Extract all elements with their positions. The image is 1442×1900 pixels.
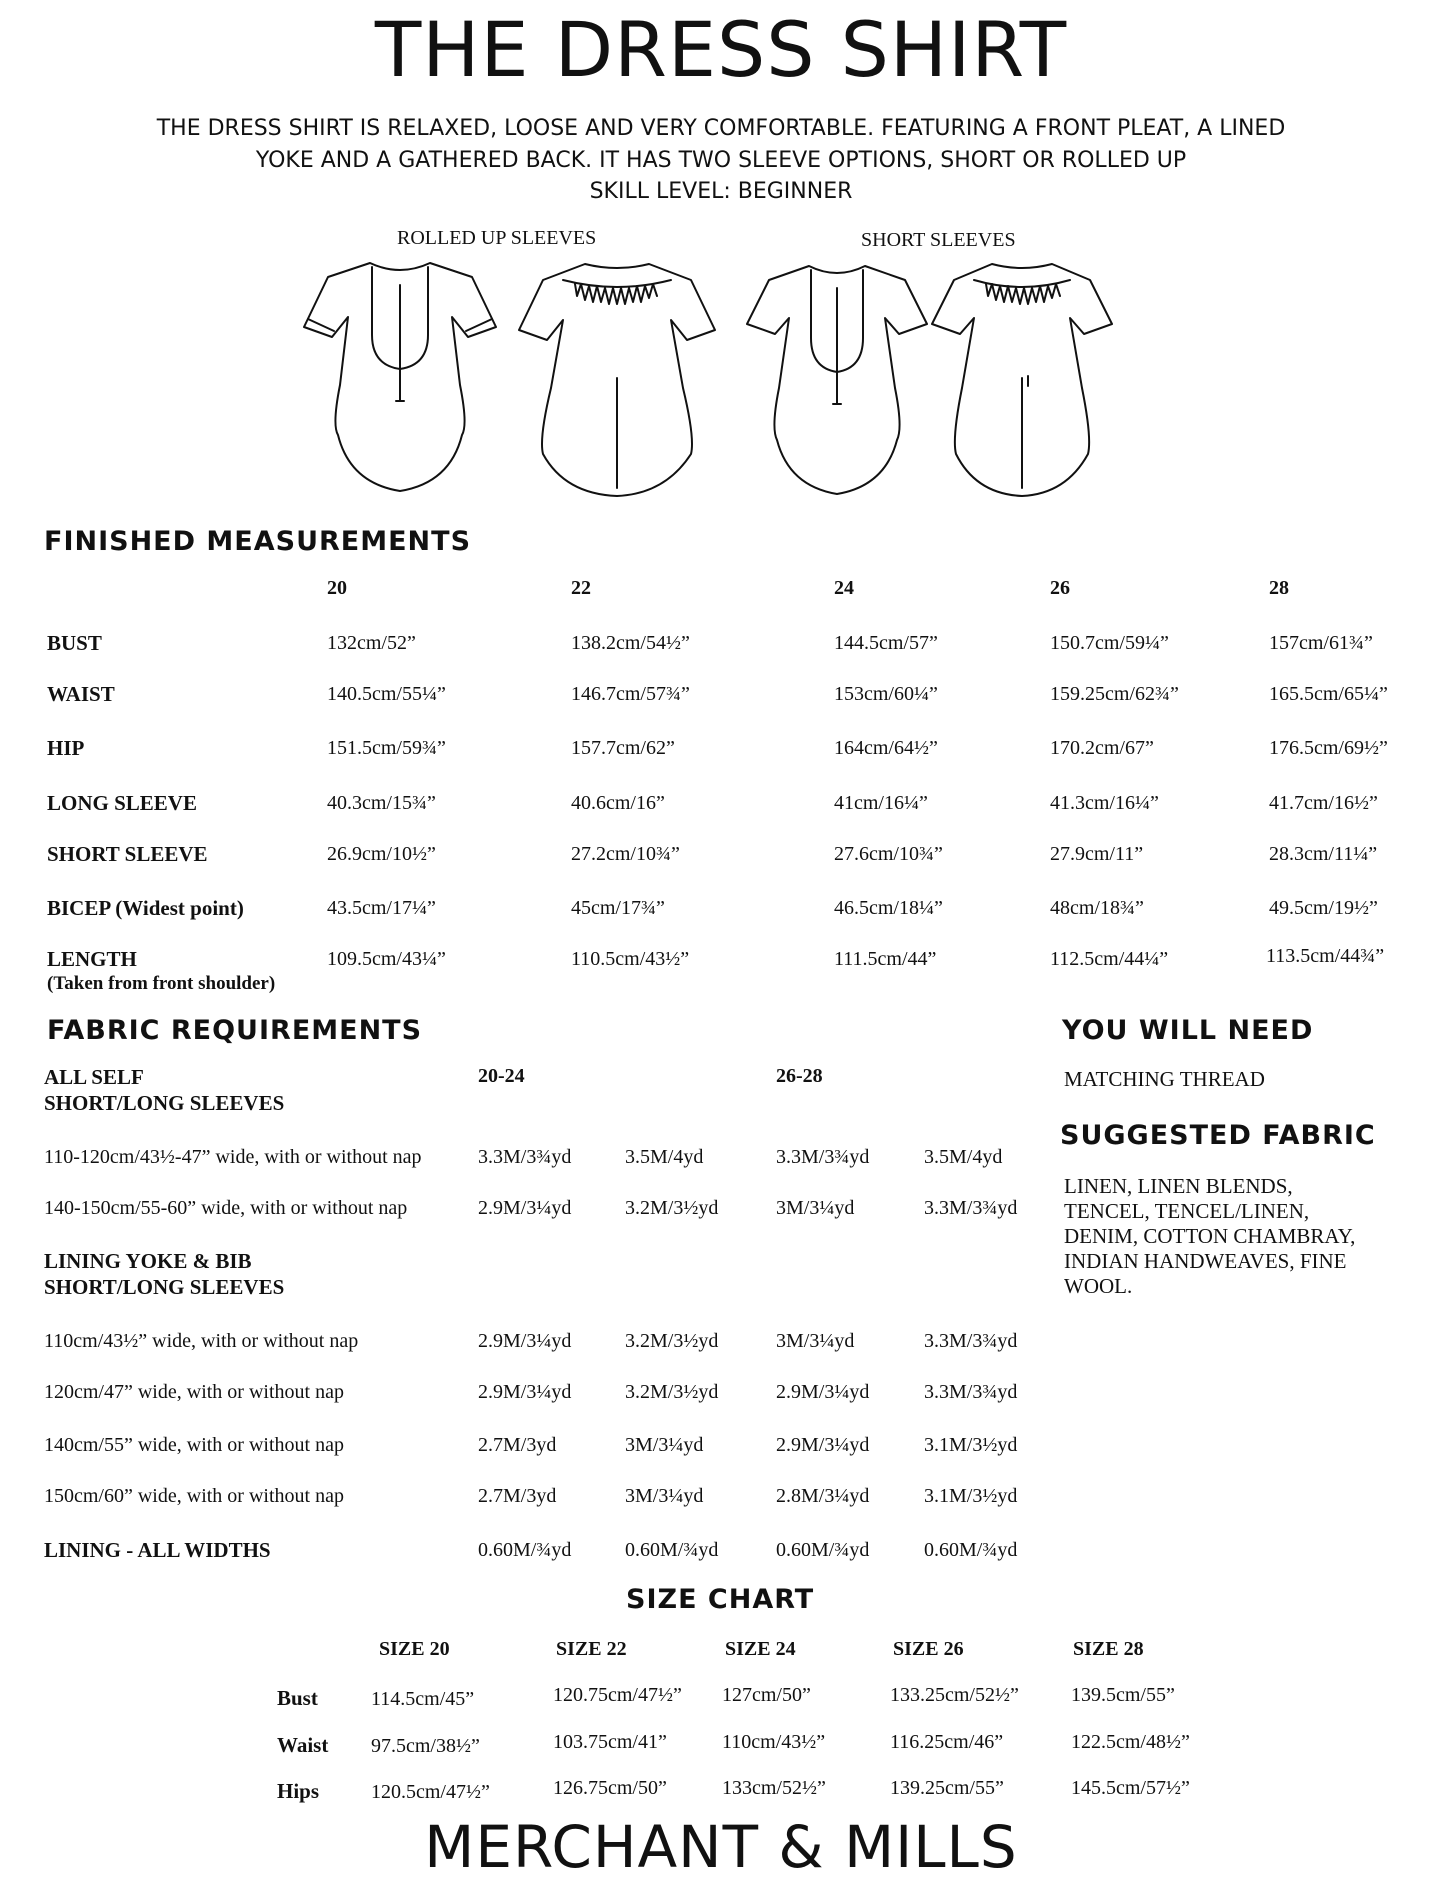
rolled-sleeve-front-illustration: [300, 255, 500, 495]
length-24: 111.5cm/44”: [834, 948, 937, 970]
finished-size-28: 28: [1269, 577, 1289, 599]
all-self-label: ALL SELF: [44, 1065, 144, 1089]
bust-26: 150.7cm/59¼”: [1050, 632, 1169, 654]
lining-row-4-v2: 3M/3¼yd: [625, 1485, 704, 1507]
long-sleeve-26: 41.3cm/16¼”: [1050, 792, 1159, 814]
long-sleeve-20: 40.3cm/15¾”: [327, 792, 436, 814]
row-label-length: LENGTH: [47, 947, 137, 971]
hip-22: 157.7cm/62”: [571, 737, 675, 759]
chart-waist-20: 97.5cm/38½”: [371, 1735, 480, 1757]
all-self-sleeves-label: SHORT/LONG SLEEVES: [44, 1091, 285, 1115]
long-sleeve-28: 41.7cm/16½”: [1269, 792, 1378, 814]
short-sleeve-back-illustration: [930, 258, 1115, 498]
self-row-1-v2: 3.5M/4yd: [625, 1146, 704, 1168]
lining-row-1-v2: 3.2M/3½yd: [625, 1330, 719, 1352]
self-row-2-v1: 2.9M/3¼yd: [478, 1197, 572, 1219]
rolled-sleeve-back-illustration: [515, 258, 720, 498]
fabric-requirements-heading: FABRIC REQUIREMENTS: [47, 1015, 423, 1046]
lining-row-4-v3: 2.8M/3¼yd: [776, 1485, 870, 1507]
row-label-short-sleeve: SHORT SLEEVE: [47, 842, 208, 866]
short-sleeve-front-illustration: [745, 258, 930, 498]
bicep-20: 43.5cm/17¼”: [327, 897, 436, 919]
finished-measurements-heading: FINISHED MEASUREMENTS: [44, 526, 472, 557]
size-chart-col-24: SIZE 24: [725, 1638, 796, 1660]
lining-row-3-label: 140cm/55” wide, with or without nap: [44, 1434, 344, 1456]
size-chart-col-22: SIZE 22: [556, 1638, 627, 1660]
fabric-line-4: INDIAN HANDWEAVES, FINE: [1064, 1249, 1347, 1273]
finished-size-22: 22: [571, 577, 591, 599]
long-sleeve-24: 41cm/16¼”: [834, 792, 928, 814]
long-sleeve-22: 40.6cm/16”: [571, 792, 665, 814]
chart-bust-26: 133.25cm/52½”: [890, 1684, 1019, 1706]
caption-short-sleeves: SHORT SLEEVES: [861, 229, 1016, 251]
bicep-26: 48cm/18¾”: [1050, 897, 1144, 919]
waist-26: 159.25cm/62¾”: [1050, 683, 1179, 705]
self-row-1-v4: 3.5M/4yd: [924, 1146, 1003, 1168]
fabric-col-26-28: 26-28: [776, 1065, 823, 1087]
size-chart-label-bust: Bust: [277, 1686, 318, 1710]
skill-level: SKILL LEVEL: BEGINNER: [589, 179, 853, 204]
row-label-hip: HIP: [47, 736, 85, 760]
lining-yoke-label: LINING YOKE & BIB: [44, 1249, 252, 1273]
short-sleeve-26: 27.9cm/11”: [1050, 843, 1144, 865]
suggested-fabric-list: [1064, 1174, 1404, 1299]
you-will-need-heading: YOU WILL NEED: [1062, 1015, 1314, 1046]
bicep-28: 49.5cm/19½”: [1269, 897, 1378, 919]
self-row-2-v3: 3M/3¼yd: [776, 1197, 855, 1219]
lining-row-2-v2: 3.2M/3½yd: [625, 1381, 719, 1403]
size-chart-col-20: SIZE 20: [379, 1638, 450, 1660]
waist-28: 165.5cm/65¼”: [1269, 683, 1388, 705]
waist-22: 146.7cm/57¾”: [571, 683, 690, 705]
lining-all-v2: 0.60M/¾yd: [625, 1539, 719, 1561]
hip-26: 170.2cm/67”: [1050, 737, 1154, 759]
chart-waist-24: 110cm/43½”: [722, 1731, 826, 1753]
lining-row-1-label: 110cm/43½” wide, with or without nap: [44, 1330, 359, 1352]
chart-hips-26: 139.25cm/55”: [890, 1777, 1004, 1799]
chart-hips-24: 133cm/52½”: [722, 1777, 826, 1799]
bust-20: 132cm/52”: [327, 632, 416, 654]
lining-yoke-sleeves-label: SHORT/LONG SLEEVES: [44, 1275, 285, 1299]
lining-row-3-v1: 2.7M/3yd: [478, 1434, 557, 1456]
short-sleeve-28: 28.3cm/11¼”: [1269, 843, 1378, 865]
bust-28: 157cm/61¾”: [1269, 632, 1373, 654]
self-row-2-label: 140-150cm/55-60” wide, with or without nap: [44, 1197, 408, 1219]
lining-row-4-label: 150cm/60” wide, with or without nap: [44, 1485, 344, 1507]
self-row-2-v2: 3.2M/3½yd: [625, 1197, 719, 1219]
lining-all-widths-label: LINING - ALL WIDTHS: [44, 1538, 271, 1562]
lining-row-1-v4: 3.3M/3¾yd: [924, 1330, 1018, 1352]
page-title: THE DRESS SHIRT: [374, 5, 1068, 94]
length-22: 110.5cm/43½”: [571, 948, 690, 970]
caption-rolled-up-sleeves: ROLLED UP SLEEVES: [397, 227, 597, 249]
chart-bust-28: 139.5cm/55”: [1071, 1684, 1175, 1706]
hip-24: 164cm/64½”: [834, 737, 938, 759]
short-sleeve-20: 26.9cm/10½”: [327, 843, 436, 865]
fabric-line-5: WOOL.: [1064, 1274, 1133, 1298]
lining-row-3-v3: 2.9M/3¼yd: [776, 1434, 870, 1456]
lining-row-2-v4: 3.3M/3¾yd: [924, 1381, 1018, 1403]
chart-waist-28: 122.5cm/48½”: [1071, 1731, 1190, 1753]
chart-hips-28: 145.5cm/57½”: [1071, 1777, 1190, 1799]
lining-row-2-v1: 2.9M/3¼yd: [478, 1381, 572, 1403]
chart-waist-22: 103.75cm/41”: [553, 1731, 667, 1753]
self-row-1-v3: 3.3M/3¾yd: [776, 1146, 870, 1168]
chart-hips-20: 120.5cm/47½”: [371, 1781, 490, 1803]
bust-22: 138.2cm/54½”: [571, 632, 690, 654]
size-chart-col-26: SIZE 26: [893, 1638, 964, 1660]
hip-28: 176.5cm/69½”: [1269, 737, 1388, 759]
suggested-fabric-heading: SUGGESTED FABRIC: [1060, 1120, 1376, 1151]
short-sleeve-24: 27.6cm/10¾”: [834, 843, 943, 865]
lining-row-1-v1: 2.9M/3¼yd: [478, 1330, 572, 1352]
lining-row-4-v1: 2.7M/3yd: [478, 1485, 557, 1507]
finished-size-20: 20: [327, 577, 347, 599]
hip-20: 151.5cm/59¾”: [327, 737, 446, 759]
lining-row-2-v3: 2.9M/3¼yd: [776, 1381, 870, 1403]
length-20: 109.5cm/43¼”: [327, 948, 446, 970]
matching-thread: MATCHING THREAD: [1064, 1067, 1265, 1091]
brand-wordmark: MERCHANT & MILLS: [424, 1813, 1018, 1881]
fabric-line-3: DENIM, COTTON CHAMBRAY,: [1064, 1224, 1356, 1248]
row-label-long-sleeve: LONG SLEEVE: [47, 791, 197, 815]
fabric-col-20-24: 20-24: [478, 1065, 525, 1087]
bicep-22: 45cm/17¾”: [571, 897, 665, 919]
row-label-bust: BUST: [47, 631, 102, 655]
size-chart-heading: SIZE CHART: [626, 1584, 815, 1615]
chart-bust-20: 114.5cm/45”: [371, 1688, 475, 1710]
chart-bust-22: 120.75cm/47½”: [553, 1684, 682, 1706]
finished-size-26: 26: [1050, 577, 1070, 599]
self-row-1-v1: 3.3M/3¾yd: [478, 1146, 572, 1168]
lining-row-3-v4: 3.1M/3½yd: [924, 1434, 1018, 1456]
size-chart-label-waist: Waist: [277, 1733, 329, 1757]
lining-row-1-v3: 3M/3¼yd: [776, 1330, 855, 1352]
row-label-waist: WAIST: [47, 682, 115, 706]
row-label-bicep: BICEP (Widest point): [47, 896, 244, 920]
finished-size-24: 24: [834, 577, 854, 599]
chart-waist-26: 116.25cm/46”: [890, 1731, 1004, 1753]
length-26: 112.5cm/44¼”: [1050, 948, 1169, 970]
fabric-line-1: LINEN, LINEN BLENDS,: [1064, 1174, 1293, 1198]
lining-all-v4: 0.60M/¾yd: [924, 1539, 1018, 1561]
bust-24: 144.5cm/57”: [834, 632, 938, 654]
self-row-2-v4: 3.3M/3¾yd: [924, 1197, 1018, 1219]
lining-row-4-v4: 3.1M/3½yd: [924, 1485, 1018, 1507]
size-chart-col-28: SIZE 28: [1073, 1638, 1144, 1660]
self-row-1-label: 110-120cm/43½-47” wide, with or without nap: [44, 1146, 422, 1168]
lining-row-3-v2: 3M/3¼yd: [625, 1434, 704, 1456]
fabric-line-2: TENCEL, TENCEL/LINEN,: [1064, 1199, 1310, 1223]
chart-bust-24: 127cm/50”: [722, 1684, 811, 1706]
waist-24: 153cm/60¼”: [834, 683, 938, 705]
row-sublabel-length: (Taken from front shoulder): [47, 973, 276, 994]
waist-20: 140.5cm/55¼”: [327, 683, 446, 705]
size-chart-label-hips: Hips: [277, 1779, 320, 1803]
description-line-2: YOKE AND A GATHERED BACK. IT HAS TWO SLEEVE OPTIONS, SHORT OR ROLLED UP: [255, 148, 1187, 173]
lining-row-2-label: 120cm/47” wide, with or without nap: [44, 1381, 344, 1403]
short-sleeve-22: 27.2cm/10¾”: [571, 843, 680, 865]
bicep-24: 46.5cm/18¼”: [834, 897, 943, 919]
lining-all-v3: 0.60M/¾yd: [776, 1539, 870, 1561]
lining-all-v1: 0.60M/¾yd: [478, 1539, 572, 1561]
description-line-1: THE DRESS SHIRT IS RELAXED, LOOSE AND VERY COMFORTABLE. FEATURING A FRONT PLEAT, A LINED: [156, 116, 1286, 141]
length-28: 113.5cm/44¾”: [1266, 945, 1385, 967]
chart-hips-22: 126.75cm/50”: [553, 1777, 667, 1799]
